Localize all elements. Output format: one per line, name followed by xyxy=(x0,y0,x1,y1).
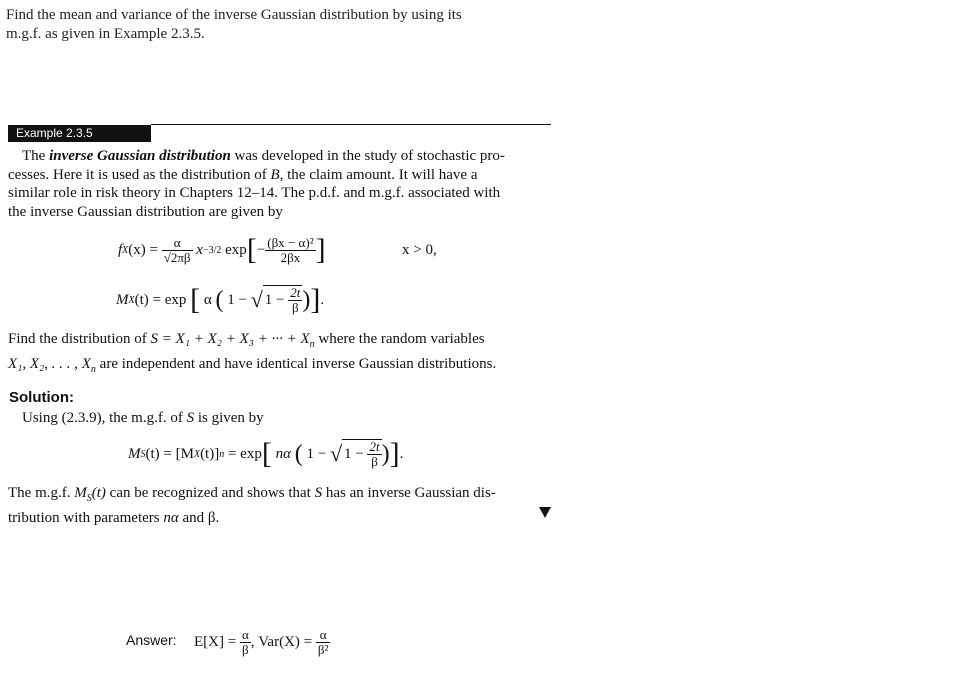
solution-conclusion: The m.g.f. $M_S(t)$ can be recognized and shows that S has an inverse Gaussian dis- tribution with parameters nα and β. xyxy=(8,485,496,526)
pdf-equation: f X (x) = $\frac{\alpha}{√2\pi\beta}$ x −3/2 exp [ − $\frac{\text{(βx − α)²}}{2\beta x}$ ] xyxy=(118,233,326,266)
question-text xyxy=(6,6,566,44)
solution-label: Solution: xyxy=(9,389,74,406)
example-paragraph-1: The inverse Gaussian distribution was developed in the study of stochastic pro- cesses. Here it is used as the distribution of B, the claim amount. It will have a similar role in risk theory in Chapters 12–14. The p.d.f. and m.g.f. associated with the inverse Gaussian distribution are given by xyxy=(8,148,505,220)
term-inverse-gaussian: inverse Gaussian distribution xyxy=(49,148,231,164)
example-label: Example 2.3.5 xyxy=(16,126,93,140)
pdf-coef-fraction: $\frac{\alpha}{√2\pi\beta}$ xyxy=(163,234,191,265)
pdf-condition: x > 0, xyxy=(402,242,437,258)
solution-equation: M S (t) = [M X (t)] n = exp [ nα ( 1 − √ 1 − $\frac{2t}{\beta}$ ) ] . xyxy=(128,437,404,470)
answer-mean-fraction: $\frac{\alpha}{\beta}$ xyxy=(241,626,249,657)
solution-fraction: $\frac{2t}{\beta}$ xyxy=(369,439,380,469)
question-line-1: Find the mean and variance of the inverse Gaussian distribution by using its xyxy=(6,7,462,23)
example-header-rule xyxy=(151,124,551,125)
solution-intro: Using (2.3.9), the m.g.f. of S is given by xyxy=(22,410,264,426)
answer-variance-fraction: $\frac{\alpha}{\text{β²}}$ xyxy=(317,626,329,657)
example-paragraph-2: Find the distribution of S = X₁ + X₂ + X₃ + ··· + $X_n$ where the random variables X₁, X₂, . . . , $X_n$ are independent and have identical inverse Gaussian distributions. xyxy=(8,331,497,375)
mgf-equation: M X (t) = exp [ α ( 1 − √ 1 − $\frac{2t}{\beta}$ ) ] . xyxy=(116,283,325,316)
mgf-fraction: $\frac{2t}{\beta}$ xyxy=(290,285,301,315)
answer-equation: E[X] = $\frac{\alpha}{\beta}$ , Var(X) = $\frac{\alpha}{\text{β²}}$ xyxy=(194,626,329,657)
answer-label: Answer: xyxy=(126,632,177,648)
pdf-exp-fraction: $\frac{\text{(βx − α)²}}{2\beta x}$ xyxy=(267,234,314,265)
question-line-2: m.g.f. as given in Example 2.3.5. xyxy=(6,26,205,42)
end-of-example-triangle-icon xyxy=(539,507,551,518)
